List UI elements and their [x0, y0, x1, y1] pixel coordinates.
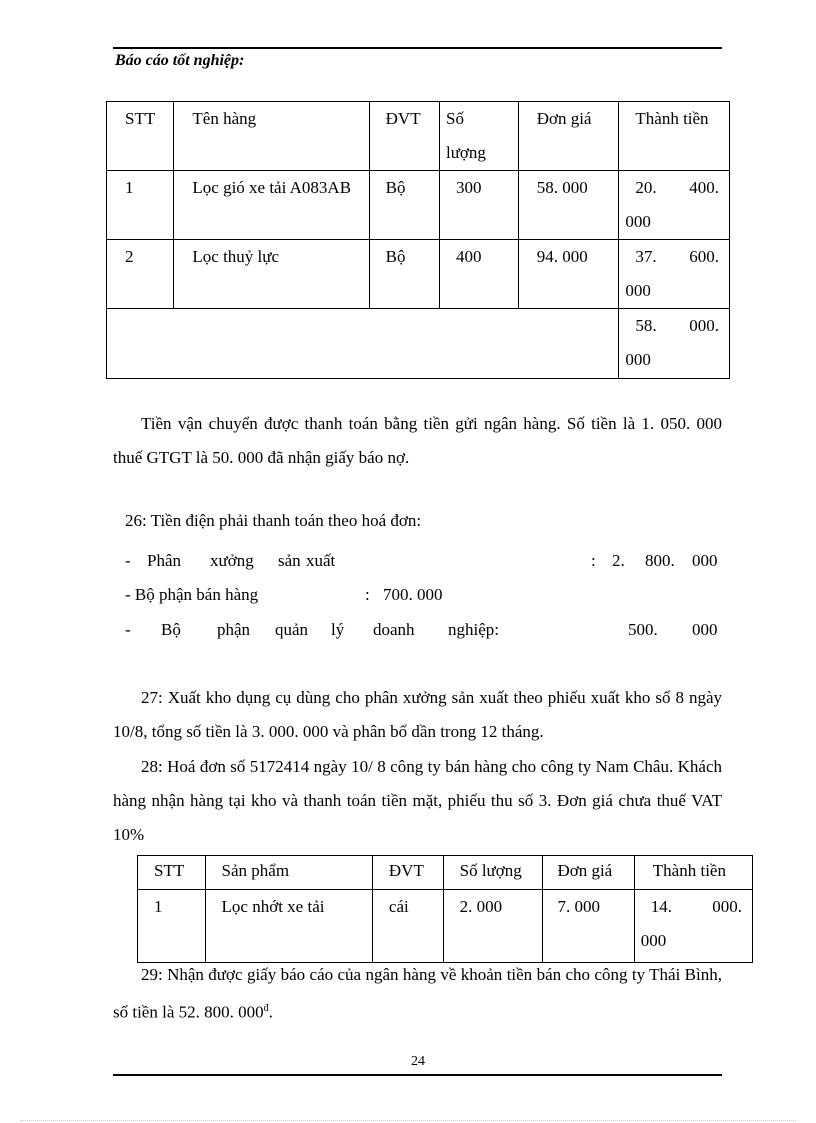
- total-part: 000: [625, 281, 651, 300]
- item-26-line-3: [125, 613, 722, 647]
- paragraph-29-text: 29: Nhận được giấy báo cáo của ngân hàng về khoản tiền bán cho công ty Thái Bình, số tiền là 52. 800. 000: [113, 965, 722, 1022]
- col-header-unit: ĐVT: [372, 856, 443, 890]
- cell-stt: 1: [107, 171, 174, 240]
- total-part: 14.: [650, 897, 673, 916]
- currency-symbol: đ: [263, 1003, 269, 1014]
- word: nghiệp:: [448, 620, 499, 639]
- paragraph-28: 28: Hoá đơn số 5172414 ngày 10/ 8 công ty bán hàng cho công ty Nam Châu. Khách hàng nhận hàng tại kho và thanh toán tiền mặt, phiếu thu số 3. Đơn giá chưa thuế VAT 10%: [113, 757, 722, 844]
- table-row: [107, 240, 730, 309]
- amount: 700. 000: [383, 585, 443, 604]
- table-row: [107, 171, 730, 240]
- header-rule: [113, 47, 722, 49]
- col-header-product: Sản phẩm: [205, 856, 372, 890]
- total-part: 000.: [689, 316, 719, 335]
- amount-part: 000: [692, 620, 718, 639]
- paragraph-29-end: .: [268, 1002, 273, 1022]
- cell-qty: 300: [439, 171, 518, 240]
- word: phận: [217, 620, 251, 639]
- item-26-title: 26: Tiền điện phải thanh toán theo hoá đơn:: [125, 511, 422, 530]
- product-table: [137, 855, 753, 963]
- total-part: 000: [640, 931, 667, 950]
- total-part: 000: [625, 350, 651, 369]
- total-part: 20.: [635, 178, 657, 197]
- word: Phân: [147, 551, 181, 570]
- cell-price: 94. 000: [518, 240, 619, 309]
- amount-part: 2.: [612, 551, 625, 570]
- word: sản: [278, 551, 301, 570]
- total-part: 000: [625, 212, 651, 231]
- col-header-unit: ĐVT: [369, 102, 439, 171]
- total-part: 600.: [689, 247, 719, 266]
- page-number: 24: [411, 1054, 425, 1069]
- cell-total: [619, 171, 730, 240]
- col-header-stt: STT: [107, 102, 174, 171]
- colon: :: [365, 585, 370, 604]
- table-sum-row: [107, 309, 730, 379]
- paragraph-transport: Tiền vận chuyển được thanh toán bằng tiền gửi ngân hàng. Số tiền là 1. 050. 000 thuế GTGT là 50. 000 đã nhận giấy báo nợ.: [113, 414, 722, 467]
- page-edge-dotted-line: [20, 1120, 796, 1121]
- word: xưởng: [210, 551, 254, 570]
- label: - Bộ phận bán hàng: [125, 585, 259, 604]
- total-part: 37.: [635, 247, 657, 266]
- amount-part: 000: [692, 551, 718, 570]
- col-header-stt: STT: [138, 856, 206, 890]
- cell-price: 7. 000: [543, 890, 634, 963]
- cell-unit: Bộ: [369, 171, 439, 240]
- cell-unit: Bộ: [369, 240, 439, 309]
- item-26-line-2: [125, 578, 722, 612]
- dash: -: [125, 620, 131, 639]
- col-header-total: Thành tiền: [619, 102, 730, 171]
- item-26-line-1: [125, 544, 722, 578]
- footer-rule: [113, 1074, 722, 1076]
- col-header-price: Đơn giá: [543, 856, 634, 890]
- word: Bộ: [161, 620, 181, 639]
- word: lý: [331, 620, 345, 639]
- amount-part: 500.: [628, 620, 658, 639]
- cell-name: Lọc gió xe tải A083AB: [174, 171, 369, 240]
- sum-empty-cell: [107, 309, 619, 379]
- paragraph-27: 27: Xuất kho dụng cụ dùng cho phân xưởng sản xuất theo phiếu xuất kho số 8 ngày 10/8, tổng số tiền là 3. 000. 000 và phân bổ dần trong 12 tháng.: [113, 688, 722, 741]
- colon: :: [591, 551, 596, 570]
- cell-qty: 400: [439, 240, 518, 309]
- table-row: [138, 890, 753, 963]
- cell-stt: 2: [107, 240, 174, 309]
- cell-unit: cái: [372, 890, 443, 963]
- word: quản: [275, 620, 309, 639]
- goods-table: [106, 101, 730, 379]
- paragraph-29: [113, 958, 722, 1030]
- word: doanh: [373, 620, 415, 639]
- col-header-total: Thành tiền: [634, 856, 752, 890]
- cell-total: [634, 890, 752, 963]
- cell-price: 58. 000: [518, 171, 619, 240]
- total-part: 000.: [712, 897, 742, 916]
- dash: -: [125, 551, 131, 570]
- table-header-row: [138, 856, 753, 890]
- cell-total: [619, 240, 730, 309]
- cell-name: Lọc thuỷ lực: [174, 240, 369, 309]
- cell-product: Lọc nhớt xe tải: [205, 890, 372, 963]
- total-part: 58.: [635, 316, 657, 335]
- cell-sum-total: [619, 309, 730, 379]
- col-header-qty: Số lượng: [443, 856, 543, 890]
- total-part: 400.: [689, 178, 719, 197]
- page-header: Báo cáo tốt nghiệp:: [115, 52, 245, 69]
- cell-qty: 2. 000: [443, 890, 543, 963]
- col-header-name: Tên hàng: [174, 102, 369, 171]
- amount-part: 800.: [645, 551, 675, 570]
- col-header-qty: Số lượng: [439, 102, 518, 171]
- table-header-row: [107, 102, 730, 171]
- col-header-price: Đơn giá: [518, 102, 619, 171]
- cell-stt: 1: [138, 890, 206, 963]
- word: xuất: [306, 551, 336, 570]
